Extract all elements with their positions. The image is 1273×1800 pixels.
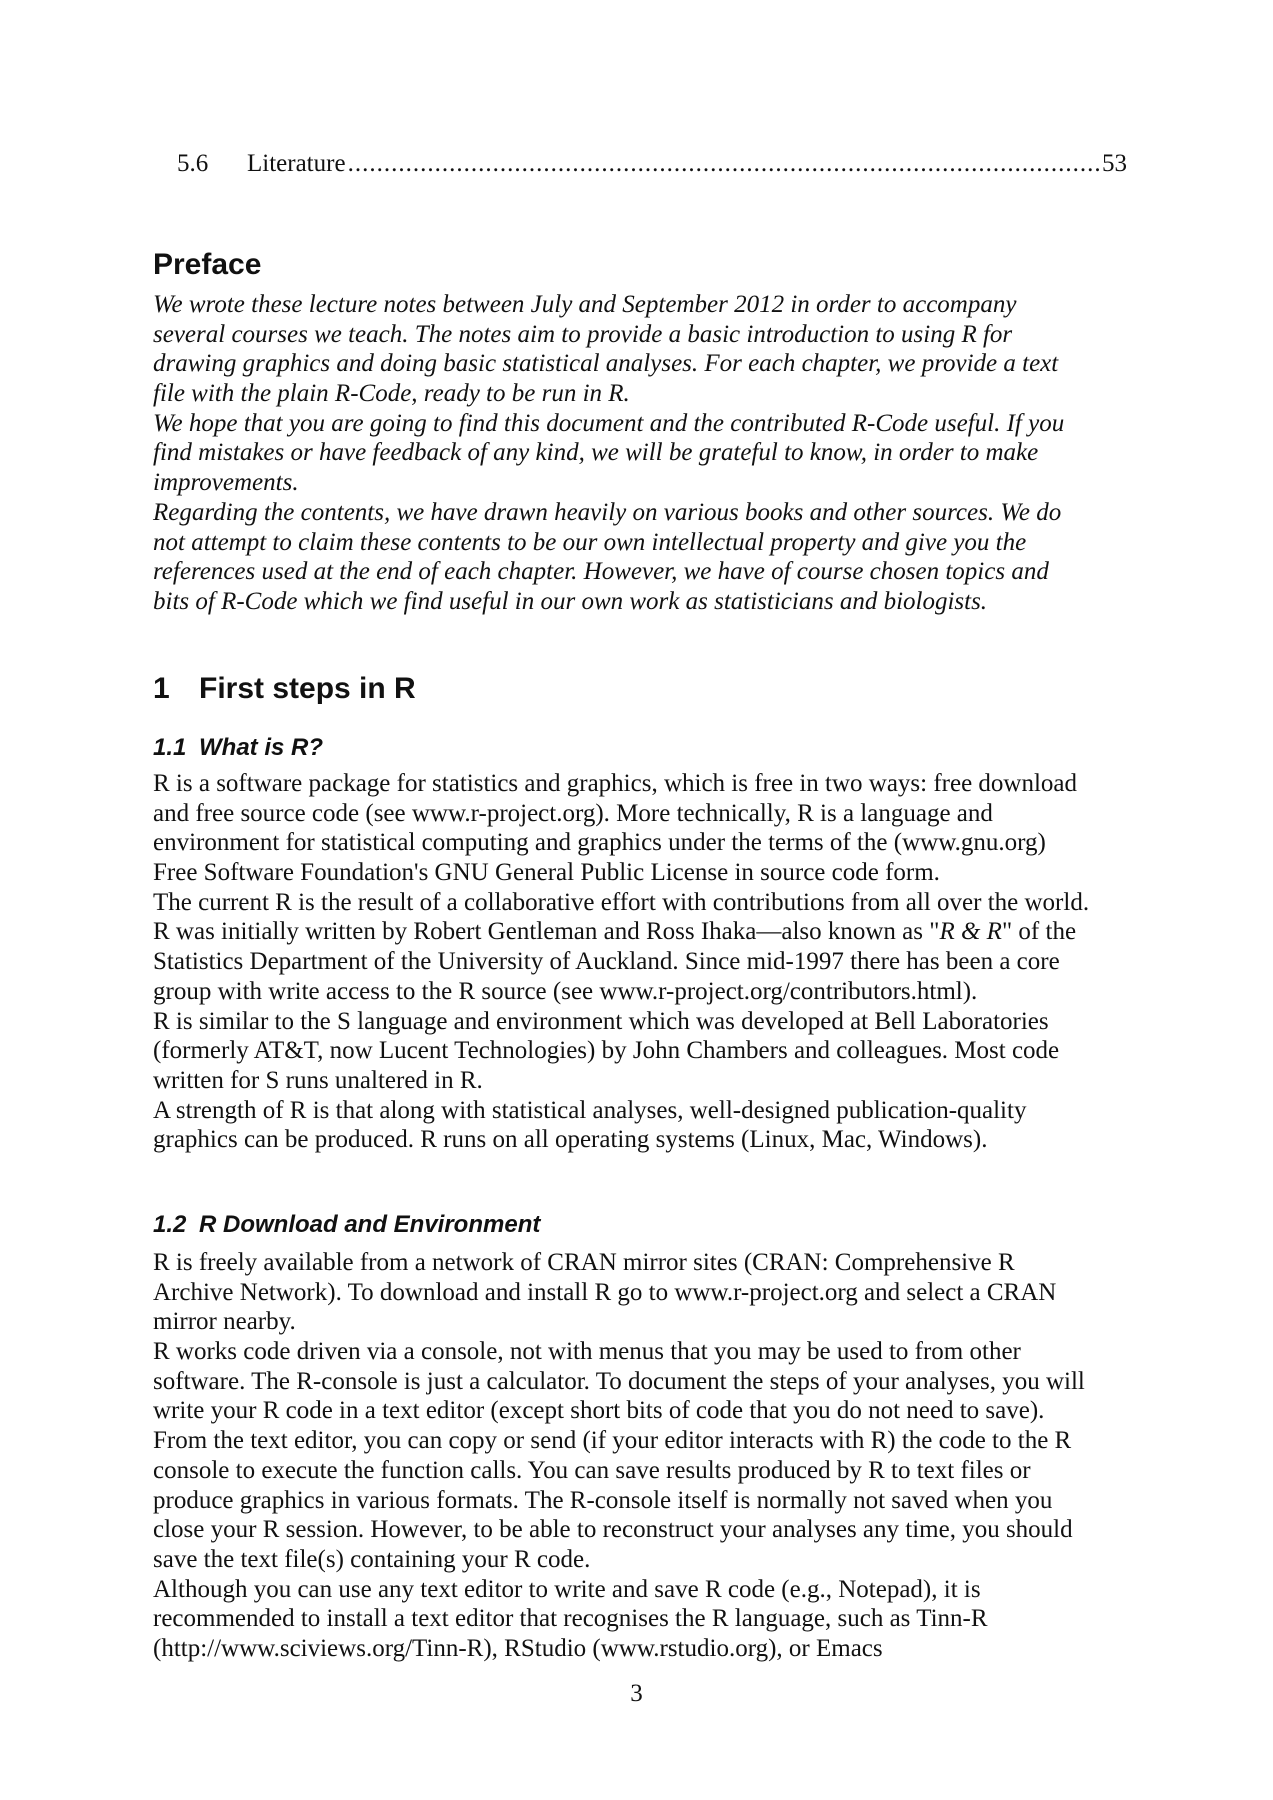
text-line — [153, 769, 1089, 799]
text-segment: written for S runs unaltered in R. — [153, 1066, 483, 1094]
text-segment: " of the — [1001, 918, 1077, 946]
text-line — [153, 799, 1089, 829]
text-segment: produce graphics in various formats. The R-console itself is normally not saved when you — [153, 1486, 1053, 1514]
text-segment: A strength of R is that along with statistical analyses, well-designed publication-quality — [153, 1096, 1027, 1124]
text-segment: (formerly AT&T, now Lucent Technologies) by John Chambers and colleagues. Most code — [153, 1037, 1060, 1065]
text-segment: recommended to install a text editor that recognises the R language, such as Tinn-R — [153, 1605, 988, 1633]
text-segment: graphics can be produced. R runs on all operating systems (Linux, Mac, Windows). — [153, 1126, 988, 1154]
text-segment: R is similar to the S language and environment which was developed at Bell Laboratories — [153, 1007, 1049, 1035]
text-line — [153, 1248, 1085, 1278]
text-line — [153, 947, 1089, 977]
text-segment: R works code driven via a console, not with menus that you may be used to from other — [153, 1338, 1021, 1366]
text-line — [153, 888, 1089, 918]
text-segment: environment for statistical computing and graphics under the terms of the (www.gnu.org) — [153, 829, 1046, 857]
text-line — [153, 977, 1089, 1007]
text-segment: R is a software package for statistics and graphics, which is free in two ways: free download — [153, 770, 1078, 797]
text-line: improvements. — [153, 469, 299, 497]
text-segment: R is freely available from a network of CRAN mirror sites (CRAN: Comprehensive R — [153, 1249, 1015, 1276]
italic-text: R & R — [939, 918, 1002, 946]
text-line — [153, 1278, 1085, 1308]
toc-leader-dots — [348, 150, 1100, 178]
chapter-number: 1 — [153, 672, 170, 705]
section-1-1-body — [153, 769, 1089, 1155]
toc-entry[interactable] — [177, 150, 1127, 178]
text-segment: save the text file(s) containing your R code. — [153, 1545, 591, 1573]
text-segment: Statistics Department of the University of Auckland. Since mid-1997 there has been a core — [153, 948, 1060, 976]
text-segment: console to execute the function calls. You can save results produced by R to text files or — [153, 1456, 1031, 1484]
text-segment: Archive Network). To download and install R go to www.r-project.org and select a CRAN — [153, 1278, 1057, 1306]
text-line: references used at the end of each chapter. However, we have of course chosen topics and — [153, 558, 1049, 586]
toc-title: Literature — [247, 150, 346, 177]
text-line: We wrote these lecture notes between July and September 2012 in order to accompany — [153, 291, 1017, 318]
text-line: find mistakes or have feedback of any kind, we will be grateful to know, in order to make — [153, 439, 1039, 467]
text-line: several courses we teach. The notes aim to provide a basic introduction to using R for — [153, 320, 1013, 348]
text-segment: Although you can use any text editor to write and save R code (e.g., Notepad), it is — [153, 1575, 981, 1603]
section-1-1-heading — [153, 734, 323, 762]
page-number: 3 — [630, 1680, 643, 1707]
section-title: R Download and Environment — [199, 1211, 541, 1238]
section-number: 1.2 — [153, 1211, 187, 1238]
text-line — [153, 1036, 1089, 1066]
text-line — [153, 1337, 1085, 1367]
chapter-title: First steps in R — [199, 672, 416, 705]
text-line — [153, 858, 1089, 888]
text-segment: mirror nearby. — [153, 1308, 296, 1336]
text-line — [153, 1367, 1085, 1397]
preface-heading: Preface — [153, 248, 262, 281]
text-line: Regarding the contents, we have drawn heavily on various books and other sources. We do — [153, 498, 1062, 526]
text-line — [153, 1604, 1085, 1634]
text-line — [153, 1125, 1089, 1155]
toc-number: 5.6 — [177, 150, 209, 177]
text-line: not attempt to claim these contents to be our own intellectual property and give you the — [153, 528, 1027, 556]
section-1-2-heading — [153, 1211, 540, 1239]
toc-page: 53 — [1102, 150, 1127, 177]
text-line — [153, 1456, 1085, 1486]
section-title: What is R? — [199, 734, 323, 761]
text-line — [153, 1007, 1089, 1037]
section-number: 1.1 — [153, 734, 187, 761]
text-line — [153, 1545, 1085, 1575]
text-segment: and free source code (see www.r-project.org). More technically, R is a language and — [153, 799, 993, 827]
text-line — [153, 1307, 1085, 1337]
text-line — [153, 1096, 1089, 1126]
text-line — [153, 1396, 1085, 1426]
text-segment: software. The R-console is just a calculator. To document the steps of your analyses, you will — [153, 1367, 1085, 1395]
text-line — [153, 1515, 1085, 1545]
text-line — [153, 828, 1089, 858]
text-line — [153, 917, 1089, 947]
text-line — [153, 1575, 1085, 1605]
section-1-2-body — [153, 1248, 1085, 1664]
text-segment: The current R is the result of a collaborative effort with contributions from all over the world. — [153, 888, 1090, 916]
text-line: We hope that you are going to find this document and the contributed R-Code useful. If you — [153, 409, 1065, 437]
text-segment: group with write access to the R source (see www.r-project.org/contributors.html). — [153, 977, 978, 1005]
text-segment: write your R code in a text editor (except short bits of code that you do not need to save). — [153, 1397, 1045, 1425]
text-line: bits of R-Code which we find useful in our own work as statisticians and biologists. — [153, 587, 988, 615]
preface-body — [153, 290, 1064, 617]
text-segment: Free Software Foundation's GNU General Public License in source code form. — [153, 859, 940, 887]
text-segment: close your R session. However, to be able to reconstruct your analyses any time, you should — [153, 1516, 1073, 1544]
text-line — [153, 1634, 1085, 1664]
text-line — [153, 1486, 1085, 1516]
text-line: file with the plain R-Code, ready to be run in R. — [153, 380, 630, 408]
text-segment: (http://www.sciviews.org/Tinn-R), RStudio (www.rstudio.org), or Emacs — [153, 1634, 883, 1662]
text-line — [153, 1066, 1089, 1096]
text-line: drawing graphics and doing basic statistical analyses. For each chapter, we provide a text — [153, 350, 1059, 378]
text-line — [153, 1426, 1085, 1456]
chapter-heading — [153, 672, 416, 706]
text-segment: R was initially written by Robert Gentleman and Ross Ihaka—also known as " — [153, 918, 940, 946]
text-segment: From the text editor, you can copy or send (if your editor interacts with R) the code to the R — [153, 1427, 1072, 1455]
